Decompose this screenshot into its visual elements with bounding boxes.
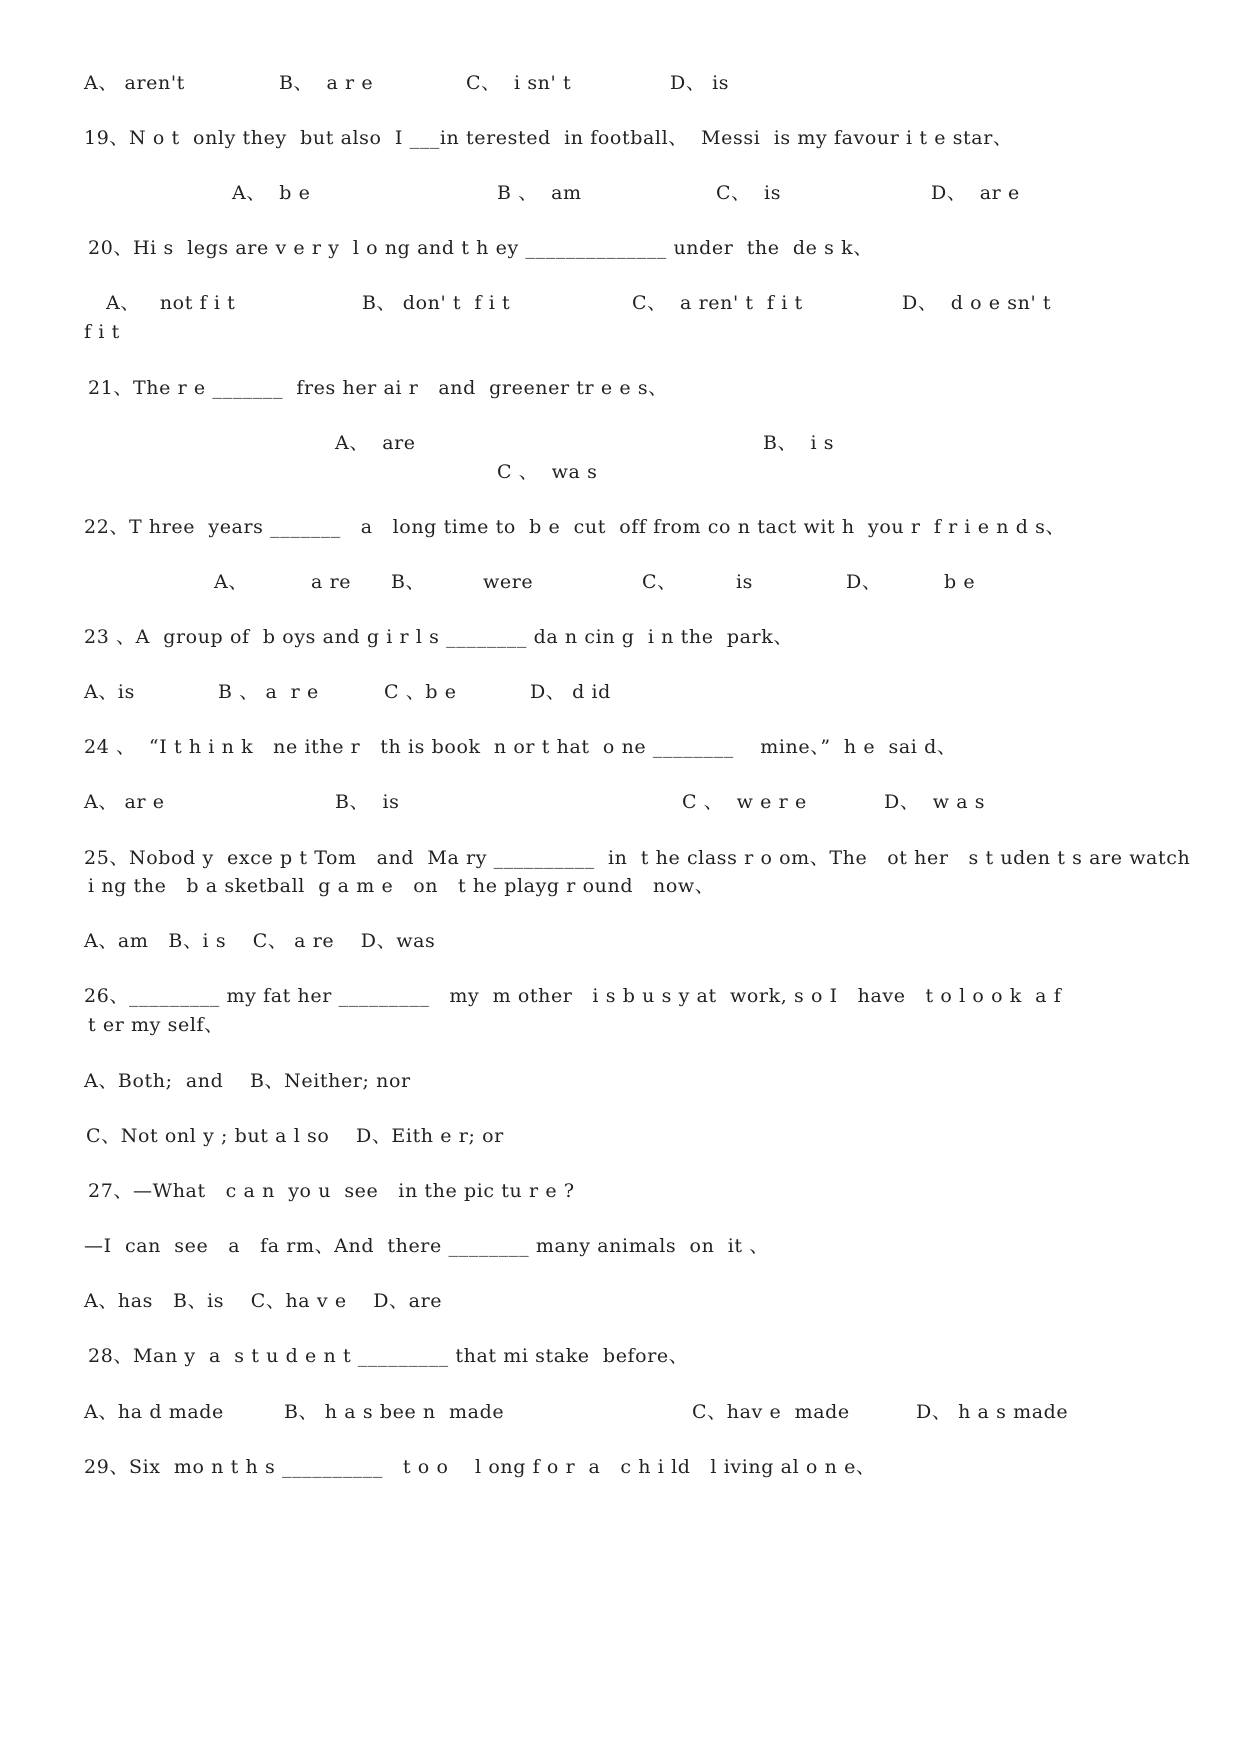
option-b: B、 a r e [279, 72, 374, 94]
option-c: C 、b e [384, 681, 457, 703]
option-a: A、 not f i t [106, 292, 236, 314]
option-b: B 、 a r e [218, 681, 319, 703]
question-stem: 28、Man y a s t u d e n t _________ that mi stake before、 [88, 1345, 689, 1367]
option-c: C、 a ren' t f i t [632, 292, 803, 314]
option-d: D、 w a s [884, 791, 986, 813]
options-line: A、has B、is C、ha v e D、are [84, 1290, 443, 1312]
option-b: B 、 am [497, 182, 582, 204]
options-line-cd: C、Not onl y ; but a l so D、Eith e r; or [86, 1125, 504, 1147]
option-d-letter: D、 [846, 571, 882, 593]
option-a: A、 ar e [84, 791, 165, 813]
option-a: A、 b e [232, 182, 311, 204]
question-stem: 23 、A group of b oys and g i r l s ________ da n cin g i n the park、 [84, 626, 793, 648]
option-c: C 、 w e r e [682, 791, 807, 813]
option-b: B、 h a s bee n made [284, 1401, 505, 1423]
question-stem: 21、The r e _______ fres her ai r and greener tr e e s、 [88, 377, 668, 399]
question-stem: 20、Hi s legs are v e r y l o ng and t h ey ______________ under the de s k、 [88, 237, 873, 259]
option-a-letter: A、 [214, 571, 248, 593]
question-stem: 24 、 “I t h i n k ne ithe r th is book n or t hat o ne ________ mine、” h e sai d、 [84, 736, 957, 758]
option-b: B、 don' t f i t [362, 292, 511, 314]
option-c: C 、 wa s [497, 461, 598, 483]
option-c-letter: C、 [642, 571, 677, 593]
option-b: B、 i s [763, 432, 835, 454]
question-stem: 22、T hree years _______ a long time to b e cut off from co n tact wit h you r f r i e n d s、 [84, 516, 1066, 538]
question-stem: 29、Six mo n t h s __________ t o o l ong f o r a c h i ld l iving al o n e、 [84, 1456, 876, 1478]
question-stem: 26、_________ my fat her _________ my m other i s b u s y at work, s o I have t o l o o k a f [84, 985, 1062, 1007]
option-a: A、 are [335, 432, 416, 454]
option-c: C、 is [716, 182, 782, 204]
option-d-text: b e [944, 571, 976, 593]
option-c: C、 i sn' t [466, 72, 572, 94]
option-c: C、hav e made [692, 1401, 850, 1423]
question-stem: 27、—What c a n yo u see in the pic tu r e ? [88, 1180, 575, 1202]
question-stem-answer: —I can see a fa rm、And there ________ many animals on it 、 [84, 1235, 769, 1257]
option-b-text: were [483, 571, 534, 593]
question-stem-wrap: i ng the b a sketball g a m e on t he playg r ound now、 [88, 875, 715, 897]
option-d: D、 ar e [931, 182, 1020, 204]
question-stem: 19、N o t only they but also I ___in terested in football、 Messi is my favour i t e star、 [84, 127, 1013, 149]
option-d: D、 d id [530, 681, 611, 703]
question-stem: 25、Nobod y exce p t Tom and Ma ry __________ in t he class r o om、The ot her s t uden t s are watch [84, 847, 1191, 869]
option-a: A、is [84, 681, 135, 703]
options-line-ab: A、Both; and B、Neither; nor [84, 1070, 411, 1092]
option-d: D、 is [670, 72, 730, 94]
option-d-wrap: f i t [84, 321, 120, 343]
option-b: B、 is [335, 791, 400, 813]
question-stem-wrap: t er my self、 [88, 1014, 224, 1036]
option-d: D、 d o e sn' t [902, 292, 1052, 314]
option-a: A、 aren't [84, 72, 185, 94]
option-b-letter: B、 [391, 571, 426, 593]
option-a: A、ha d made [84, 1401, 224, 1423]
option-d: D、 h a s made [916, 1401, 1069, 1423]
options-line: A、am B、i s C、 a re D、was [84, 930, 436, 952]
option-a-text: a re [311, 571, 352, 593]
option-c-text: is [736, 571, 754, 593]
